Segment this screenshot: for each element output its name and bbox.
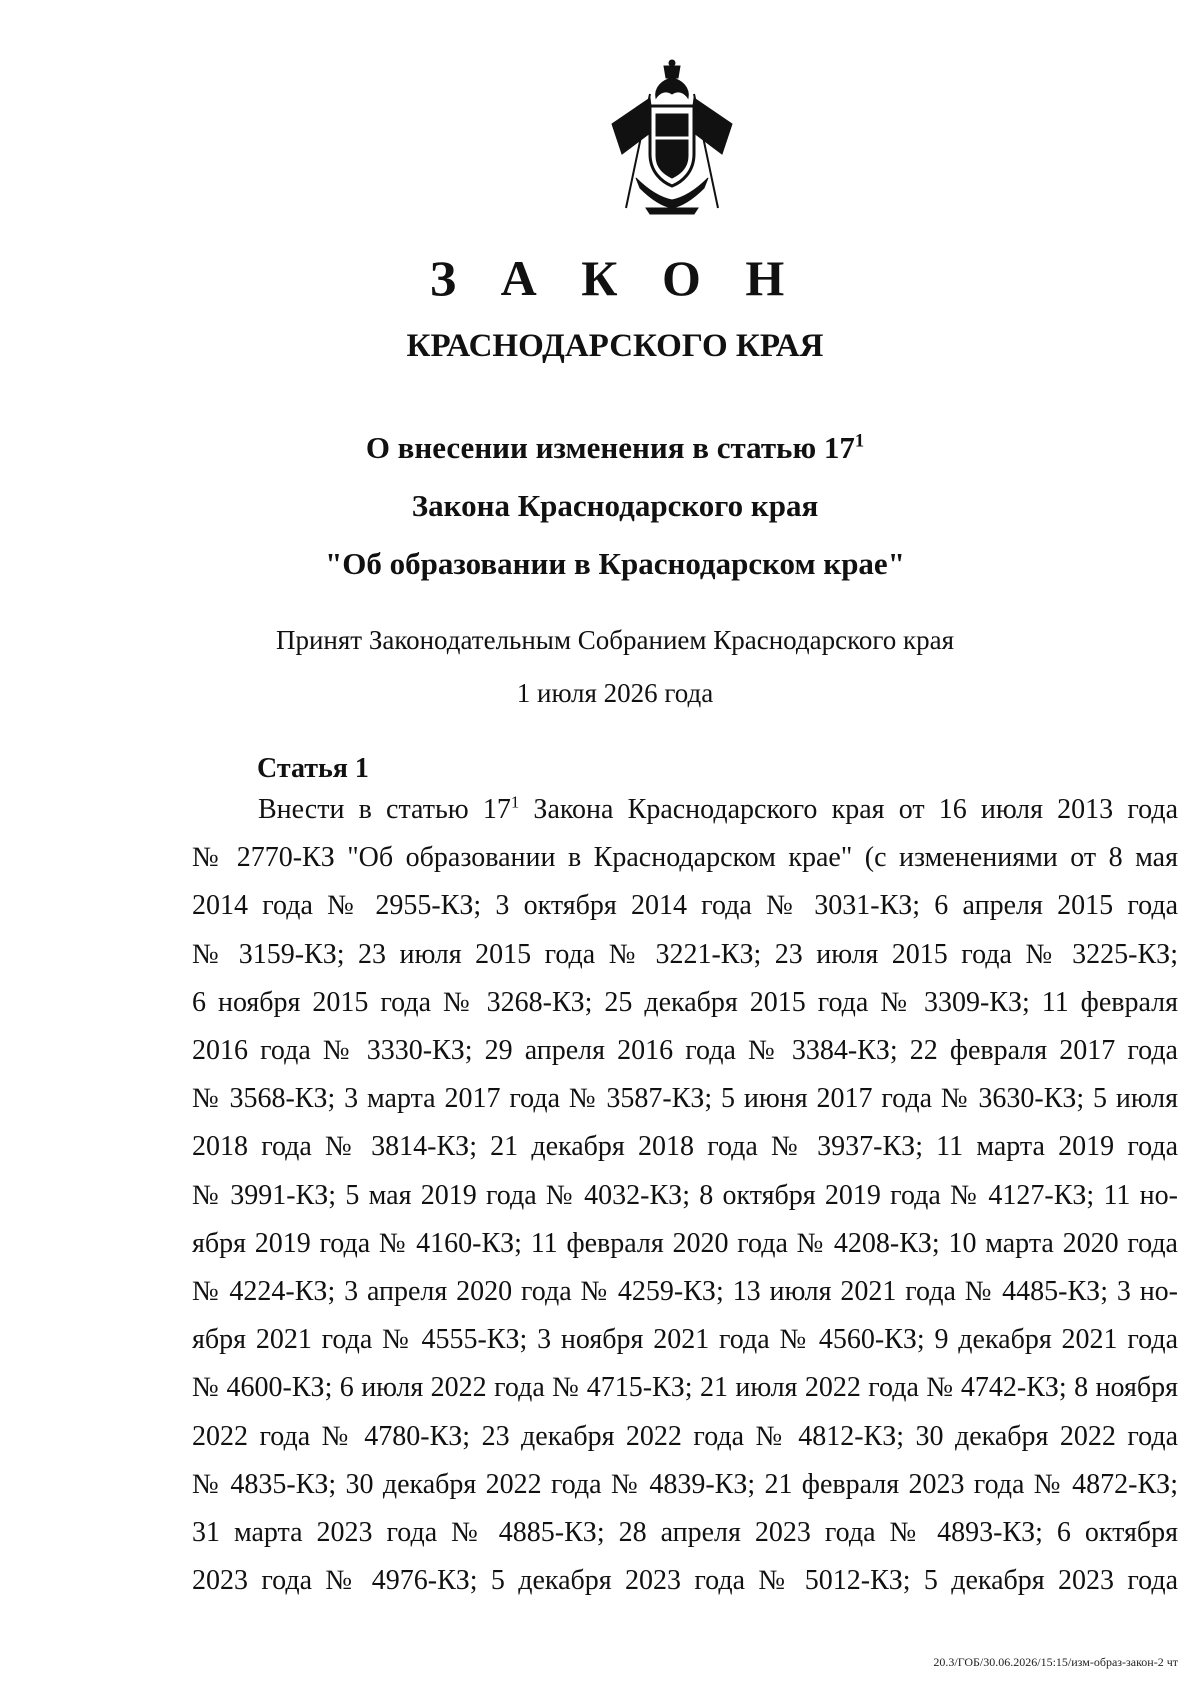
body-line: 2023 года № 4976-КЗ; 5 декабря 2023 года № 5012-КЗ; 5 декабря 2023 года <box>192 1565 1178 1597</box>
superscript: 1 <box>854 430 865 452</box>
law-heading-line-2: Закона Краснодарского края <box>411 488 819 523</box>
adoption-date: 1 июля 2026 года <box>516 678 714 708</box>
body-line: ября 2021 года № 4555-КЗ; 3 ноября 2021 года № 4560-КЗ; 9 декабря 2021 года <box>192 1324 1178 1356</box>
footer-document-code: 20.3/ГОБ/30.06.2026/15:15/изм-образ-закон-2 чт <box>933 1655 1178 1669</box>
body-line: № 2770-КЗ "Об образовании в Краснодарском крае" (с изменениями от 8 мая <box>192 842 1178 874</box>
superscript: 1 <box>510 792 520 812</box>
article-body <box>192 786 1178 1605</box>
adoption-statement: Принят Законодательным Собранием Краснодарского края <box>275 625 955 655</box>
body-line: № 4600-КЗ; 6 июля 2022 года № 4715-КЗ; 21 июля 2022 года № 4742-КЗ; 8 ноября <box>192 1372 1178 1404</box>
law-heading-line-1 <box>0 428 1200 468</box>
body-line: № 3991-КЗ; 5 мая 2019 года № 4032-КЗ; 8 октября 2019 года № 4127-КЗ; 11 но- <box>192 1179 1178 1211</box>
body-line: № 3568-КЗ; 3 марта 2017 года № 3587-КЗ; 5 июня 2017 года № 3630-КЗ; 5 июля <box>192 1083 1178 1115</box>
body-line-rest: Закона Краснодарского края от 16 июля 2013 года <box>519 794 1178 825</box>
article-title: Статья 1 <box>257 753 369 784</box>
body-line: 2016 года № 3330-КЗ; 29 апреля 2016 года № 3384-КЗ; 22 февраля 2017 года <box>192 1035 1178 1067</box>
body-line: № 4835-КЗ; 30 декабря 2022 года № 4839-КЗ; 21 февраля 2023 года № 4872-КЗ; <box>192 1468 1178 1500</box>
body-line <box>192 786 1178 834</box>
body-line: 31 марта 2023 года № 4885-КЗ; 28 апреля 2023 года № 4893-КЗ; 6 октября <box>192 1517 1178 1549</box>
law-region-title: КРАСНОДАРСКОГО КРАЯ <box>406 328 824 364</box>
heading-text: О внесении изменения в статью 17 <box>365 430 855 465</box>
body-line: 2018 года № 3814-КЗ; 21 декабря 2018 года № 3937-КЗ; 11 марта 2019 года <box>192 1131 1178 1163</box>
law-heading-line-3: "Об образовании в Краснодарском крае" <box>325 546 905 581</box>
body-line: ября 2019 года № 4160-КЗ; 11 февраля 2020 года № 4208-КЗ; 10 марта 2020 года <box>192 1227 1178 1259</box>
body-line: 6 ноября 2015 года № 3268-КЗ; 25 декабря 2015 года № 3309-КЗ; 11 февраля <box>192 986 1178 1018</box>
body-line: № 3159-КЗ; 23 июля 2015 года № 3221-КЗ; 23 июля 2015 года № 3225-КЗ; <box>192 938 1178 970</box>
coat-of-arms-icon <box>606 58 738 216</box>
body-line: 2022 года № 4780-КЗ; 23 декабря 2022 года № 4812-КЗ; 30 декабря 2022 года <box>192 1420 1178 1452</box>
body-line: 2014 года № 2955-КЗ; 3 октября 2014 года № 3031-КЗ; 6 апреля 2015 года <box>192 890 1178 922</box>
law-title: З А К О Н <box>429 250 801 306</box>
body-line: № 4224-КЗ; 3 апреля 2020 года № 4259-КЗ; 13 июля 2021 года № 4485-КЗ; 3 но- <box>192 1276 1178 1308</box>
body-line-start: Внести в статью 17 <box>258 794 511 825</box>
